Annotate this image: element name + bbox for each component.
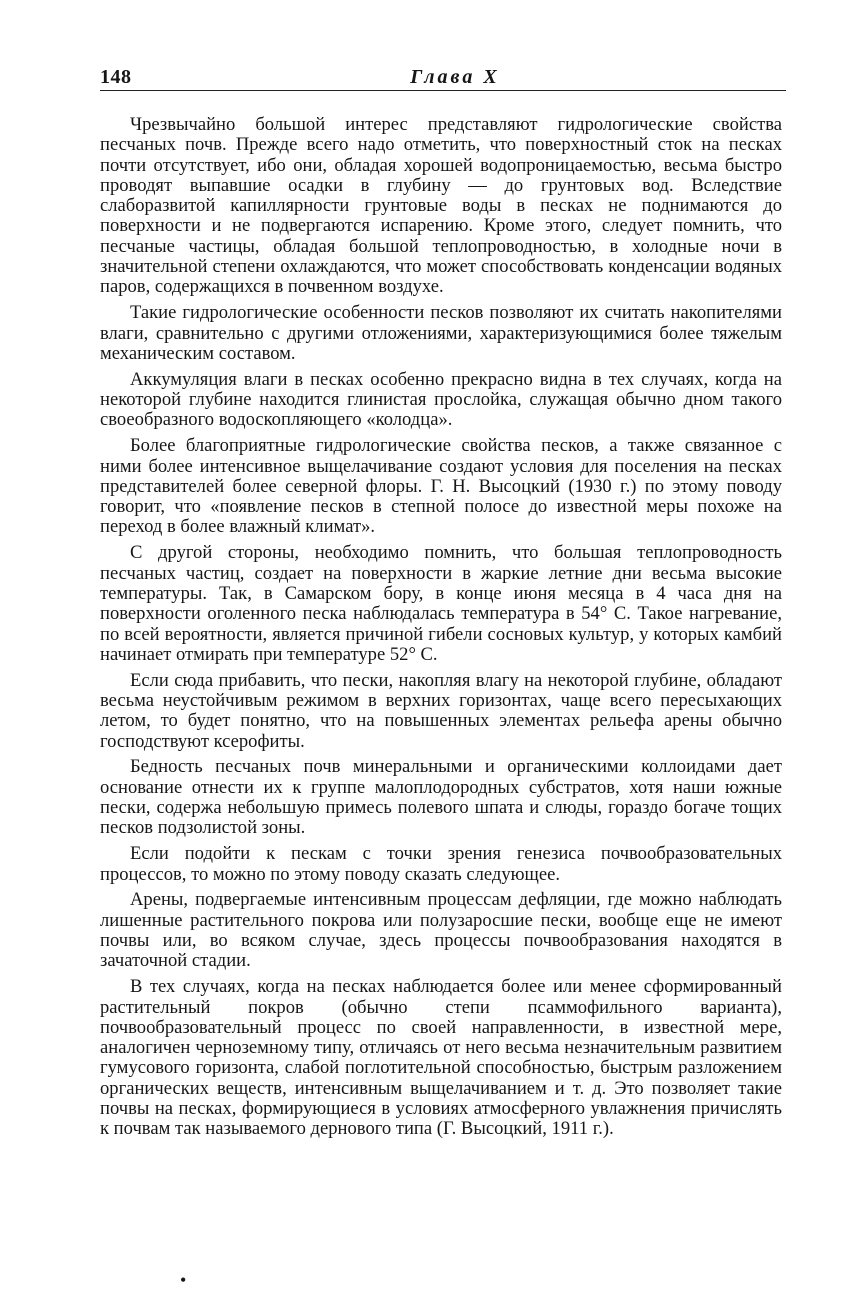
paragraph: Такие гидрологические особенности песков позволяют их считать накопителями влаги, сравнительно с другими отложениями, характеризующимися более тяжелым механическим составом. (100, 302, 782, 364)
header-rule (100, 90, 786, 91)
paragraph: Арены, подвергаемые интенсивным процессам дефляции, где можно наблюдать лишенные растительного покрова или полузаросшие пески, вообще еще не имеют почвы или, во всяком случае, здесь процессы почвообразования находятся в зачаточной стадии. (100, 889, 782, 972)
paragraph: Если подойти к пескам с точки зрения генезиса почвообразовательных процессов, то можно по этому поводу сказать следующее. (100, 843, 782, 885)
page-header (100, 66, 790, 92)
paragraph: В тех случаях, когда на песках наблюдается более или менее сформированный растительный покров (обычно степи псаммофильного варианта), почвообразовательный процесс по своей направленности, в известной мере, аналогичен черноземному типу, отличаясь от него весьма незначительным развитием гумусового горизонта, слабой поглотительной способностью, быстрым разложением органических веществ, интенсивным выщелачиванием и т. д. Это позволяет такие почвы на песках, формирующиеся в условиях атмосферного увлажнения причислять к почвам так называемого дернового типа (Г. Высоцкий, 1911 г.). (100, 976, 782, 1140)
paragraph: С другой стороны, необходимо помнить, что большая теплопроводность песчаных частиц, создает на поверхности в жаркие летние дни весьма высокие температуры. Так, в Самарском бору, в конце июня месяца в 4 часа дня на поверхности оголенного песка наблюдалась температура в 54° С. Такое нагревание, по всей вероятности, является причиной гибели сосновых культур, у которых камбий начинает отмирать при температуре 52° С. (100, 542, 782, 665)
paragraph: Более благоприятные гидрологические свойства песков, а также связанное с ними более интенсивное выщелачивание создают условия для поселения на песках представителей более северной флоры. Г. Н. Высоцкий (1930 г.) по этому поводу говорит, что «появление песков в степной полосе до известной меры похоже на переход в более влажный климат». (100, 435, 782, 538)
paragraph: Аккумуляция влаги в песках особенно прекрасно видна в тех случаях, когда на некоторой глубине находится глинистая прослойка, служащая обычно дном такого своеобразного водоскопляющего «колодца». (100, 368, 782, 431)
paragraph: Чрезвычайно большой интерес представляют гидрологические свойства песчаных почв. Прежде всего надо отметить, что поверхностный сток на песках почти отсутствует, ибо они, обладая хорошей водопроницаемостью, весьма быстро проводят выпавшие осадки в глубину — до грунтовых вод. Вследствие слаборазвитой капиллярности грунтовые воды в песках не поднимаются до поверхности и не подвергаются испарению. Кроме этого, следует помнить, что песчаные частицы, обладая большой теплопроводностью, в холодные ночи в значительной степени охлаждаются, что может способствовать конденсации водяных паров, содержащихся в почвенном воздухе. (100, 114, 782, 298)
body-text (100, 115, 782, 1145)
footer-mark: • (180, 1270, 187, 1290)
paragraph: Бедность песчаных почв минеральными и органическими коллоидами дает основание отнести их к группе малоплодородных субстратов, хотя наши южные пески, содержа небольшую примесь полевого шпата и слюды, гораздо богаче тощих песков подзолистой зоны. (100, 756, 782, 839)
running-title: Глава X (410, 66, 500, 88)
page-number: 148 (100, 66, 132, 88)
paragraph: Если сюда прибавить, что пески, накопляя влагу на некоторой глубине, обладают весьма неустойчивым режимом в верхних горизонтах, чаще всего пересыхающих летом, то будет понятно, что на повышенных элементах рельефа арены обычно господствуют ксерофиты. (100, 669, 782, 752)
